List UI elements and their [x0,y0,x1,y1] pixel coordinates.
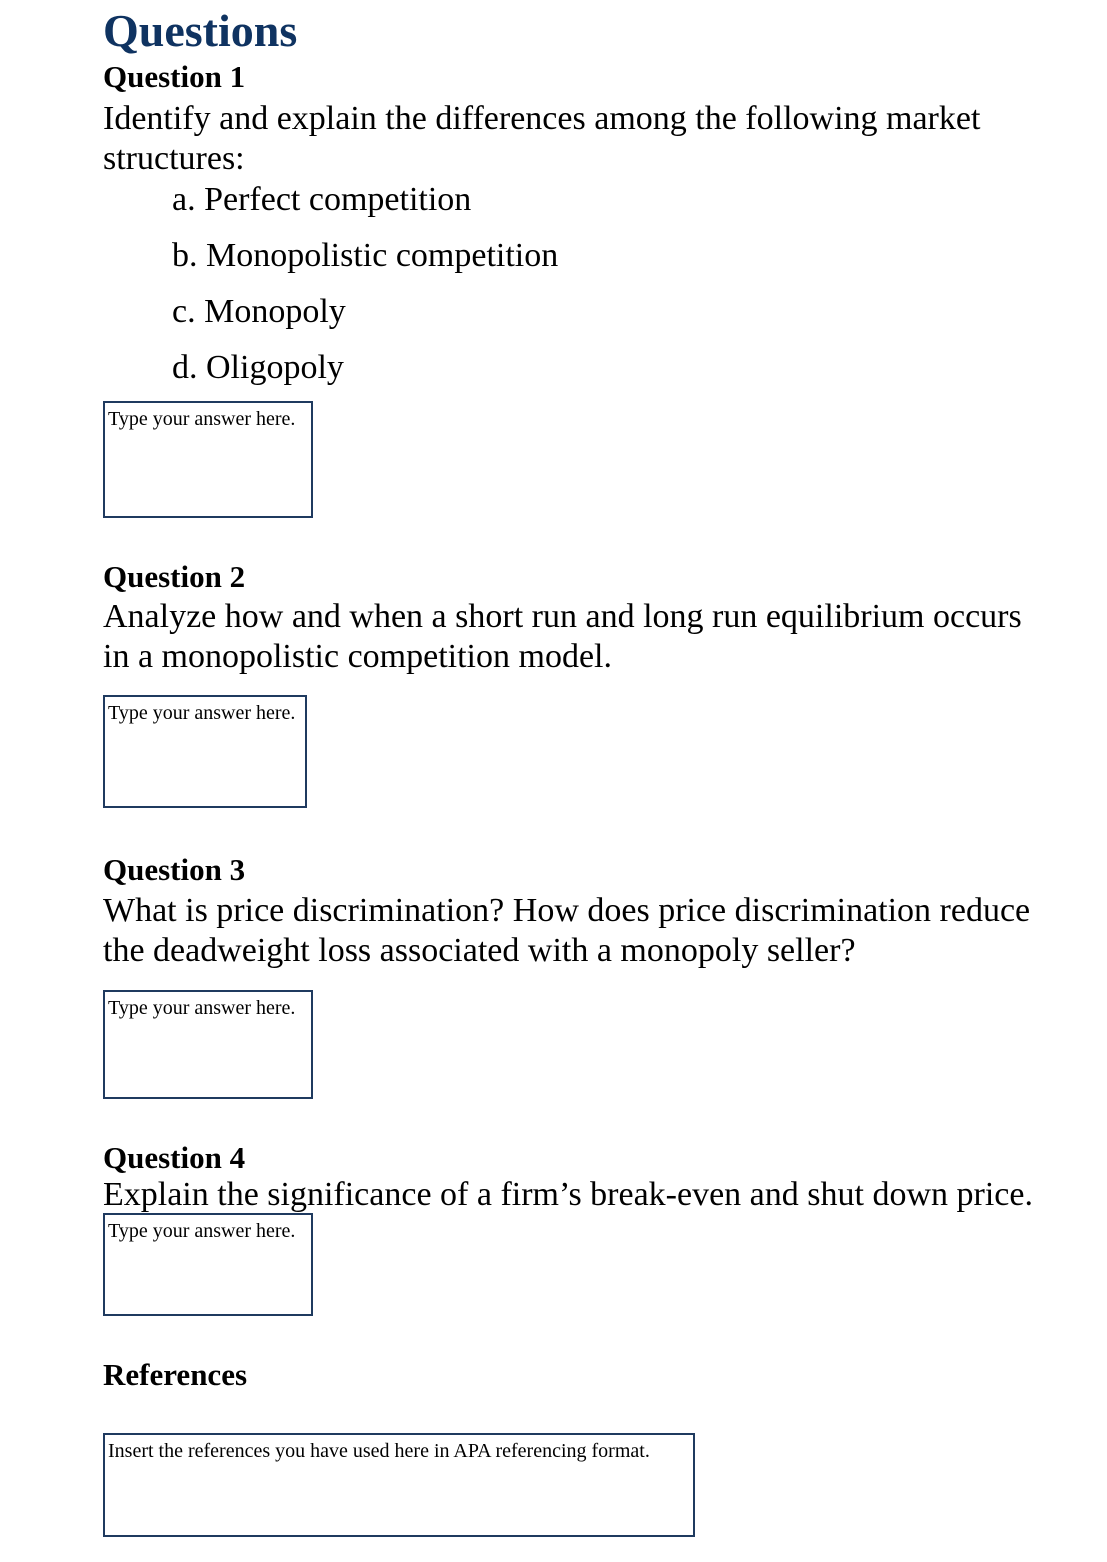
page-title: Questions [103,5,298,56]
question-1-title: Question 1 [103,59,246,94]
question-3-text: What is price discrimination? How does price discrimination reduce the deadweight loss associated with a monopoly seller? [103,892,1031,969]
question-2-answer-box[interactable]: Type your answer here. [103,695,307,808]
option-perfect-competition: a. Perfect competition [172,181,472,218]
question-4-text: Explain the significance of a firm’s break-even and shut down price. [103,1176,1033,1213]
question-4-answer-box[interactable]: Type your answer here. [103,1213,313,1316]
option-oligopoly: d. Oligopoly [172,349,344,386]
question-3-title: Question 3 [103,852,246,887]
question-1-answer-box[interactable]: Type your answer here. [103,401,313,518]
question-4-title: Question 4 [103,1140,246,1175]
option-monopoly: c. Monopoly [172,293,346,330]
question-1-text: Identify and explain the differences among the following market structures: [103,100,981,177]
references-box[interactable]: Insert the references you have used here in APA referencing format. [103,1433,695,1537]
question-3-answer-box[interactable]: Type your answer here. [103,990,313,1099]
question-1-options [172,172,558,396]
option-monopolistic-competition: b. Monopolistic competition [172,237,559,274]
question-2-text: Analyze how and when a short run and long run equilibrium occurs in a monopolistic competition model. [103,598,1022,675]
question-2-title: Question 2 [103,559,246,594]
references-title: References [103,1357,248,1392]
